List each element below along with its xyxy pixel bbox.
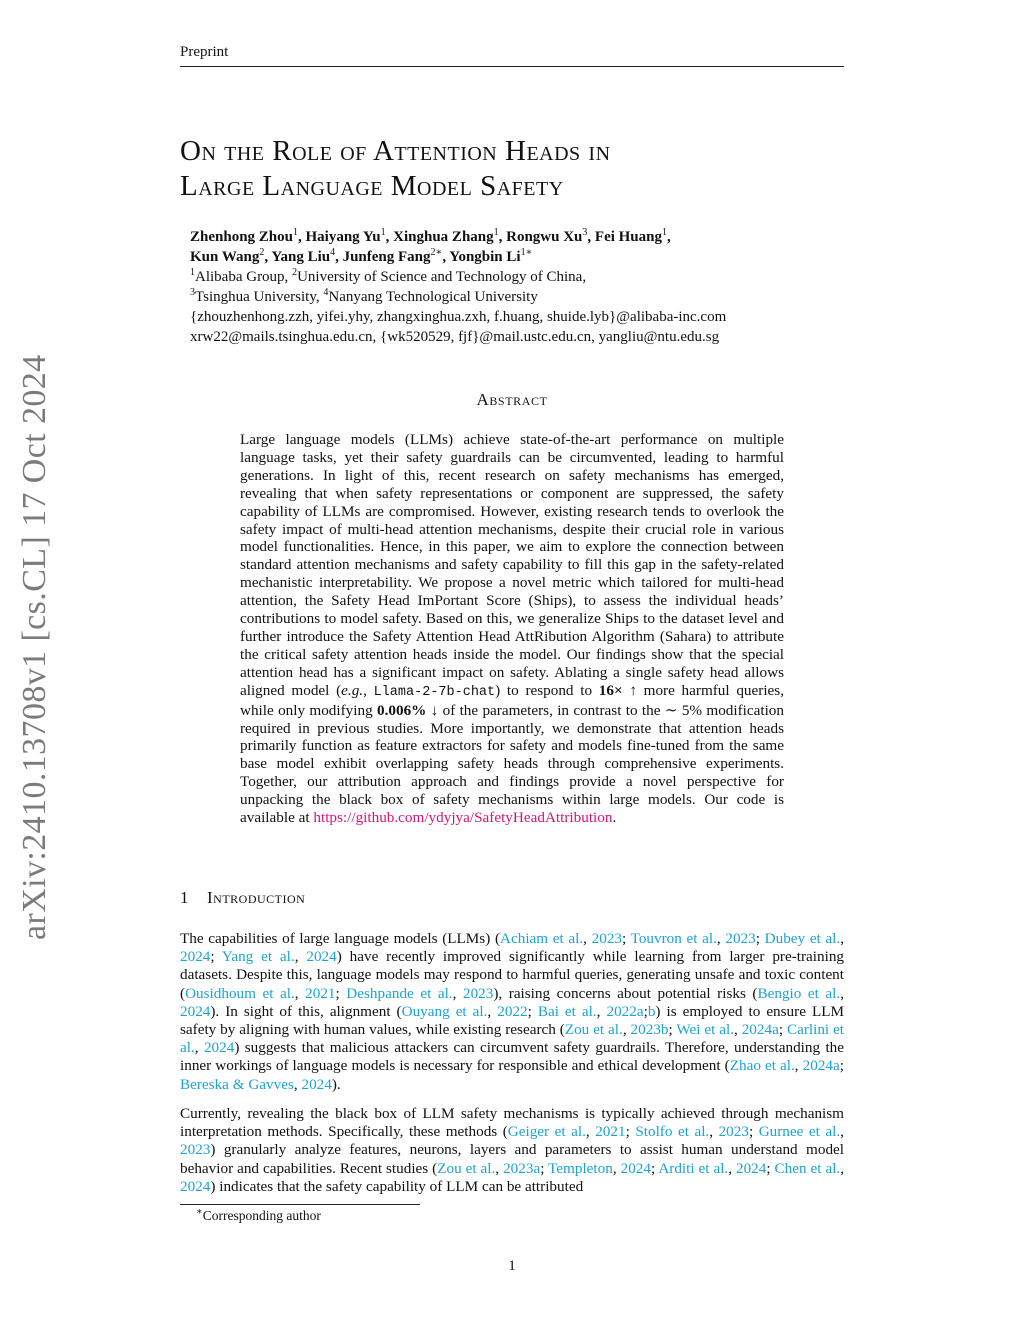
body-text: , — [794, 1057, 803, 1075]
body-text: , — [840, 1159, 845, 1177]
body-text: , — [596, 1002, 607, 1020]
footnote-text: Corresponding author — [202, 1208, 321, 1223]
citation-link[interactable]: 2023b — [630, 1021, 669, 1039]
affiliation-marker: 1 — [190, 267, 195, 278]
body-text: , — [709, 1123, 719, 1141]
abstract-heading: Abstract — [476, 390, 548, 409]
citation-link[interactable]: Zhao et al. — [729, 1057, 795, 1075]
citation-link[interactable]: 2024 — [203, 1039, 235, 1057]
running-head: Preprint — [180, 44, 229, 60]
affiliation-ustc: University of Science and Technology of China, — [297, 269, 587, 285]
body-text: , — [612, 1159, 621, 1177]
citation-link[interactable]: Bereska & Gavves — [180, 1075, 294, 1093]
citation-link[interactable]: 2024a — [802, 1057, 840, 1075]
citation-link[interactable]: 2023 — [462, 984, 494, 1002]
body-text: , — [194, 1039, 204, 1057]
author-separator: , — [297, 229, 306, 245]
citation-link[interactable]: Bai et al. — [537, 1002, 597, 1020]
citation-link[interactable]: 2024 — [620, 1159, 651, 1177]
body-text: ; — [540, 1159, 549, 1177]
affiliation-marker: 2 — [292, 267, 298, 278]
body-text: ). — [331, 1075, 341, 1093]
citation-link[interactable]: Arditi et al. — [658, 1159, 729, 1177]
model-name-code: Llama-2-7b-chat — [373, 684, 496, 700]
author-affiliation-marker: 1 — [662, 227, 667, 238]
author-affiliation-marker: 1 — [292, 227, 298, 238]
body-text: , — [583, 930, 592, 947]
paper-title — [180, 134, 611, 204]
email-line-2: xrw22@mails.tsinghua.edu.cn, {wk520529, fjf}@mail.ustc.edu.cn, yangliu@ntu.edu.sg — [190, 329, 720, 345]
citation-link[interactable]: 2023a — [503, 1159, 541, 1177]
body-text: , — [294, 948, 307, 966]
citation-link[interactable]: 2022a — [606, 1002, 644, 1020]
body-text: ; — [335, 984, 347, 1002]
body-text: ; — [622, 930, 631, 947]
body-text: , — [840, 930, 844, 947]
footnote-rule — [180, 1204, 420, 1205]
author-name: Yang Liu — [271, 249, 331, 265]
citation-link[interactable]: Geiger et al. — [507, 1123, 586, 1141]
citation-link[interactable]: Wei et al. — [676, 1021, 734, 1039]
body-text: , — [294, 984, 306, 1002]
citation-link[interactable]: 2021 — [305, 984, 336, 1002]
citation-link[interactable]: 2023 — [718, 1123, 749, 1141]
author-name: Rongwu Xu — [506, 229, 583, 245]
abstract-text: ↑ more harmful queries, while only modifying — [240, 681, 784, 719]
abstract-body — [240, 431, 784, 827]
citation-link[interactable]: Bengio et al. — [757, 984, 841, 1002]
citation-link[interactable]: 2024 — [180, 1002, 211, 1020]
body-text: , — [293, 1075, 302, 1093]
body-text: , — [728, 1159, 736, 1177]
body-text: ) have recently improved significantly while learning from larger pre-training datasets. Despite this, language models may respond to harmful queries, generating unsafe and toxic content ( — [180, 948, 845, 1002]
abstract-text: , — [363, 681, 374, 699]
citation-link[interactable]: Ousidhoum et al. — [185, 984, 295, 1002]
citation-link[interactable]: Templeton — [548, 1159, 613, 1177]
affiliation-line-2 — [190, 287, 830, 307]
affiliation-ntu: Nanyang Technological University — [328, 289, 538, 305]
author-separator: , — [335, 249, 343, 265]
affiliation-tsinghua: Tsinghua University, — [195, 289, 324, 305]
body-text: ; — [778, 1021, 787, 1039]
body-text: ; — [527, 1002, 538, 1020]
harmful-query-multiplier: 16× — [598, 681, 623, 699]
body-text: ) suggests that malicious attackers can circumvent safety guardrails. Therefore, understanding the inner workings of language models is necessary for responsible and ethical development ( — [180, 1039, 845, 1075]
arxiv-identifier-stamp: arXiv:2410.13708v1 [cs.CL] 17 Oct 2024 — [16, 354, 53, 940]
citation-link[interactable]: 2024 — [301, 1075, 332, 1093]
citation-link[interactable]: Dubey et al. — [764, 930, 841, 947]
citation-link[interactable]: Zou et al. — [437, 1159, 496, 1177]
citation-link[interactable]: Chen et al. — [774, 1159, 841, 1177]
footnote-mark: ∗ — [196, 1206, 203, 1218]
body-text: , — [716, 930, 726, 947]
citation-link[interactable]: 2024a — [741, 1021, 779, 1039]
body-text: The capabilities of large language models (LLMs) ( — [180, 930, 501, 947]
body-text: ; — [625, 1123, 636, 1141]
author-separator: , — [264, 249, 272, 265]
author-separator: , — [385, 229, 394, 245]
body-text: ; — [755, 930, 765, 947]
citation-link[interactable]: 2024 — [180, 1177, 211, 1195]
author-line-2 — [190, 247, 830, 267]
author-block — [190, 227, 830, 347]
author-affiliation-marker: 1 — [493, 227, 499, 238]
author-affiliation-marker: 1∗ — [520, 247, 533, 258]
citation-link[interactable]: 2023 — [725, 930, 756, 947]
author-name: Fei Huang — [594, 229, 662, 245]
citation-link[interactable]: 2024 — [306, 948, 337, 966]
abstract-eg: e.g. — [341, 681, 364, 699]
code-repository-link[interactable]: https://github.com/ydyjya/SafetyHeadAttribution — [313, 809, 613, 827]
title-line-1: On the Role of Attention Heads in — [180, 135, 611, 167]
citation-link[interactable]: 2023 — [180, 1141, 211, 1159]
author-separator: , — [587, 229, 595, 245]
citation-link[interactable]: Yang et al. — [221, 948, 295, 966]
citation-link[interactable]: Zou et al. — [564, 1021, 623, 1039]
author-name: Haiyang Yu — [305, 229, 381, 245]
citation-link[interactable]: Achiam et al. — [500, 930, 584, 947]
citation-link[interactable]: Gurnee et al. — [758, 1123, 841, 1141]
citation-link[interactable]: Touvron et al. — [630, 930, 717, 947]
affiliation-line-1 — [190, 267, 830, 287]
page-number: 1 — [508, 1258, 516, 1274]
body-text: , — [487, 1002, 498, 1020]
author-name: Zhenhong Zhou — [190, 229, 293, 245]
abstract-text: ) to respond to — [495, 681, 599, 699]
citation-link[interactable]: 2021 — [595, 1123, 626, 1141]
citation-link[interactable]: 2024 — [180, 948, 211, 966]
body-text: ; — [210, 948, 222, 966]
body-text: ) granularly analyze features, neurons, layers and parameters to assist human understand model behavior and capabilities. Recent studies ( — [180, 1141, 844, 1177]
affiliation-alibaba: Alibaba Group, — [195, 269, 293, 285]
author-separator: , — [498, 229, 507, 245]
email-line-1: {zhouzhenhong.zzh, yifei.yhy, zhangxinghua.zxh, f.huang, shuide.lyb}@alibaba-inc.com — [190, 309, 727, 325]
abstract-text: ↓ of the parameters, in contrast to the ∼ 5% modification required in previous studies. More importantly, we demonstrate that attention heads primarily function as feature extractors for safety and models fine-tuned from the same base model exhibit overlapping safety heads through comprehensive experiments. Together, our attribution approach and findings provide a novel perspective for unpacking the black box of safety mechanisms within large models. Our code is available at — [240, 701, 784, 827]
body-text: ; — [766, 1159, 775, 1177]
citation-link[interactable]: 2022 — [497, 1002, 528, 1020]
introduction-paragraph-1 — [180, 930, 844, 1094]
body-text: , — [840, 984, 844, 1002]
footnote — [196, 1208, 321, 1224]
abstract-text: Large language models (LLMs) achieve state-of-the-art performance on multiple language tasks, yet their safety guardrails can be circumvented, leading to harmful generations. In light of this, recent research on safety mechanisms has emerged, revealing that when safety representations or component are suppressed, the safety capability of LLMs are compromised. However, existing research tends to overlook the safety impact of multi-head attention mechanisms, despite their crucial role in various model functionalities. Hence, in this paper, we aim to explore the connection between standard attention mechanisms and safety capability to fill this gap in the safety-related mechanistic interpretability. We propose a novel metric which tailored for multi-head attention, the Safety Head ImPortant Score (Ships), to assess the individual heads’ contributions to model safety. Based on this, we generalize Ships to the dataset level and further introduce the Safety Attention Head AttRibution Algorithm (Sahara) to attribute the critical safety attention heads inside the model. Our findings show that the special attention head has a significant impact on safety. Ablating a single safety head allows aligned model ( — [240, 431, 784, 699]
affiliation-marker: 3 — [190, 287, 195, 298]
body-text: ; — [650, 1159, 659, 1177]
author-line-1 — [190, 227, 830, 247]
body-text: , — [585, 1123, 596, 1141]
section-heading-introduction — [180, 888, 305, 908]
author-name: Kun Wang — [190, 249, 260, 265]
citation-link[interactable]: Deshpande et al. — [346, 984, 453, 1002]
body-text: , — [840, 1123, 844, 1141]
citation-link[interactable]: Stolfo et al. — [635, 1123, 710, 1141]
author-separator: , — [667, 229, 671, 245]
body-text: ; — [748, 1123, 759, 1141]
parameter-percentage: 0.006% — [377, 701, 427, 719]
citation-link[interactable]: 2023 — [591, 930, 622, 947]
body-text: Currently, revealing the black box of LLM safety mechanisms is typically achieved through mechanism interpretation methods. Specifically, these methods ( — [180, 1105, 844, 1141]
introduction-paragraph-2 — [180, 1105, 844, 1196]
author-affiliation-marker: 4 — [330, 247, 336, 258]
author-affiliation-marker: 2 — [259, 247, 265, 258]
section-title: Introduction — [207, 888, 306, 907]
body-text: ) is employed to ensure LLM safety by aligning with human values, while existing research ( — [180, 1002, 845, 1039]
author-name: Junfeng Fang — [342, 249, 431, 265]
author-affiliation-marker: 3 — [582, 227, 588, 238]
body-text: , — [495, 1159, 504, 1177]
body-text: ; — [668, 1021, 677, 1039]
author-affiliation-marker: 2∗ — [430, 247, 443, 258]
citation-link[interactable]: Ouyang et al. — [401, 1002, 488, 1020]
title-line-2: Large Language Model Safety — [180, 170, 564, 202]
abstract-text: . — [612, 809, 617, 827]
author-name: Yongbin Li — [449, 249, 521, 265]
author-affiliation-marker: 1 — [380, 227, 386, 238]
section-number: 1 — [180, 888, 189, 907]
author-separator: , — [442, 249, 450, 265]
body-text: ), raising concerns about potential risks ( — [493, 984, 758, 1002]
body-text: ). In sight of this, alignment ( — [210, 1002, 402, 1020]
header-rule — [180, 66, 844, 67]
citation-link[interactable]: Carlini et al. — [180, 1021, 845, 1057]
citation-link[interactable]: 2024 — [735, 1159, 767, 1177]
citation-link[interactable]: b — [647, 1002, 656, 1020]
body-text: , — [452, 984, 463, 1002]
body-text: ; — [839, 1057, 844, 1075]
affiliation-marker: 4 — [323, 287, 329, 298]
body-text: ) indicates that the safety capability of LLM can be attributed — [210, 1177, 584, 1195]
body-text: ; — [643, 1002, 648, 1020]
body-text: , — [733, 1021, 742, 1039]
body-text: , — [622, 1021, 631, 1039]
author-name: Xinghua Zhang — [393, 229, 494, 245]
